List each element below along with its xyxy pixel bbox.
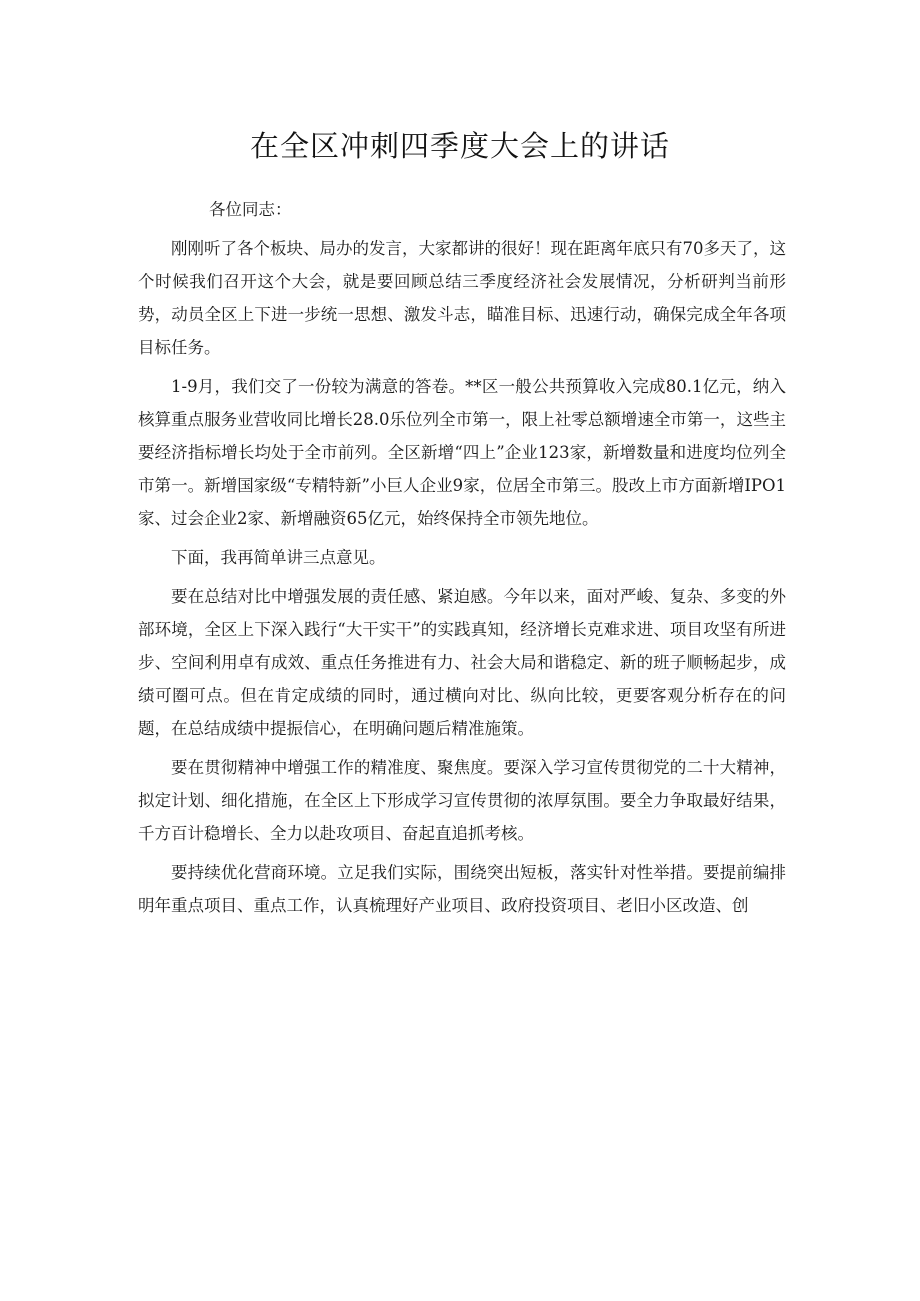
paragraph-results: 1-9月，我们交了一份较为满意的答卷。**区一般公共预算收入完成80.1亿元，纳入核算重点服务业营收同比增长28.0乐位列全市第一，限上社零总额增速全市第一，这些主要经济指标增长均处于全市前列。全区新增“四上”企业123家，新增数量和进度均位列全市第一。新增国家级“专精特新”小巨人企业9家，位居全市第三。股改上市方面新增IPO1家、过会企业2家、新增融资65亿元，始终保持全市领先地位。: [138, 377, 786, 528]
document-title: 在全区冲刺四季度大会上的讲话: [249, 129, 670, 163]
document-body: [138, 193, 786, 922]
salutation: 各位同志：: [208, 200, 292, 219]
paragraph-point-three: 要持续优化营商环境。立足我们实际，围绕突出短板，落实针对性举措。要提前编排明年重点项目、重点工作，认真梳理好产业项目、政府投资项目、老旧小区改造、创: [138, 863, 786, 915]
paragraph-opening: 刚刚听了各个板块、局办的发言，大家都讲的很好！现在距离年底只有70多天了，这个时候我们召开这个大会，就是要回顾总结三季度经济社会发展情况，分析研判当前形势，动员全区上下进一步统一思想、激发斗志，瞄准目标、迅速行动，确保完成全年各项目标任务。: [138, 239, 786, 357]
paragraph-point-two: 要在贯彻精神中增强工作的精准度、聚焦度。要深入学习宣传贯彻党的二十大精神，拟定计划、细化措施，在全区上下形成学习宣传贯彻的浓厚氛围。要全力争取最好结果，千方百计稳增长、全力以赴攻项目、奋起直追抓考核。: [138, 758, 786, 843]
paragraph-point-one: 要在总结对比中增强发展的责任感、紧迫感。今年以来，面对严峻、复杂、多变的外部环境，全区上下深入践行“大干实干”的实践真知，经济增长克难求进、项目攻坚有所进步、空间利用卓有成效、重点任务推进有力、社会大局和谐稳定、新的班子顺畅起步，成绩可圈可点。但在肯定成绩的同时，通过横向对比、纵向比较，更要客观分析存在的问题，在总结成绩中提振信心，在明确问题后精准施策。: [138, 587, 786, 738]
paragraph-transition: 下面，我再简单讲三点意见。: [171, 548, 386, 567]
